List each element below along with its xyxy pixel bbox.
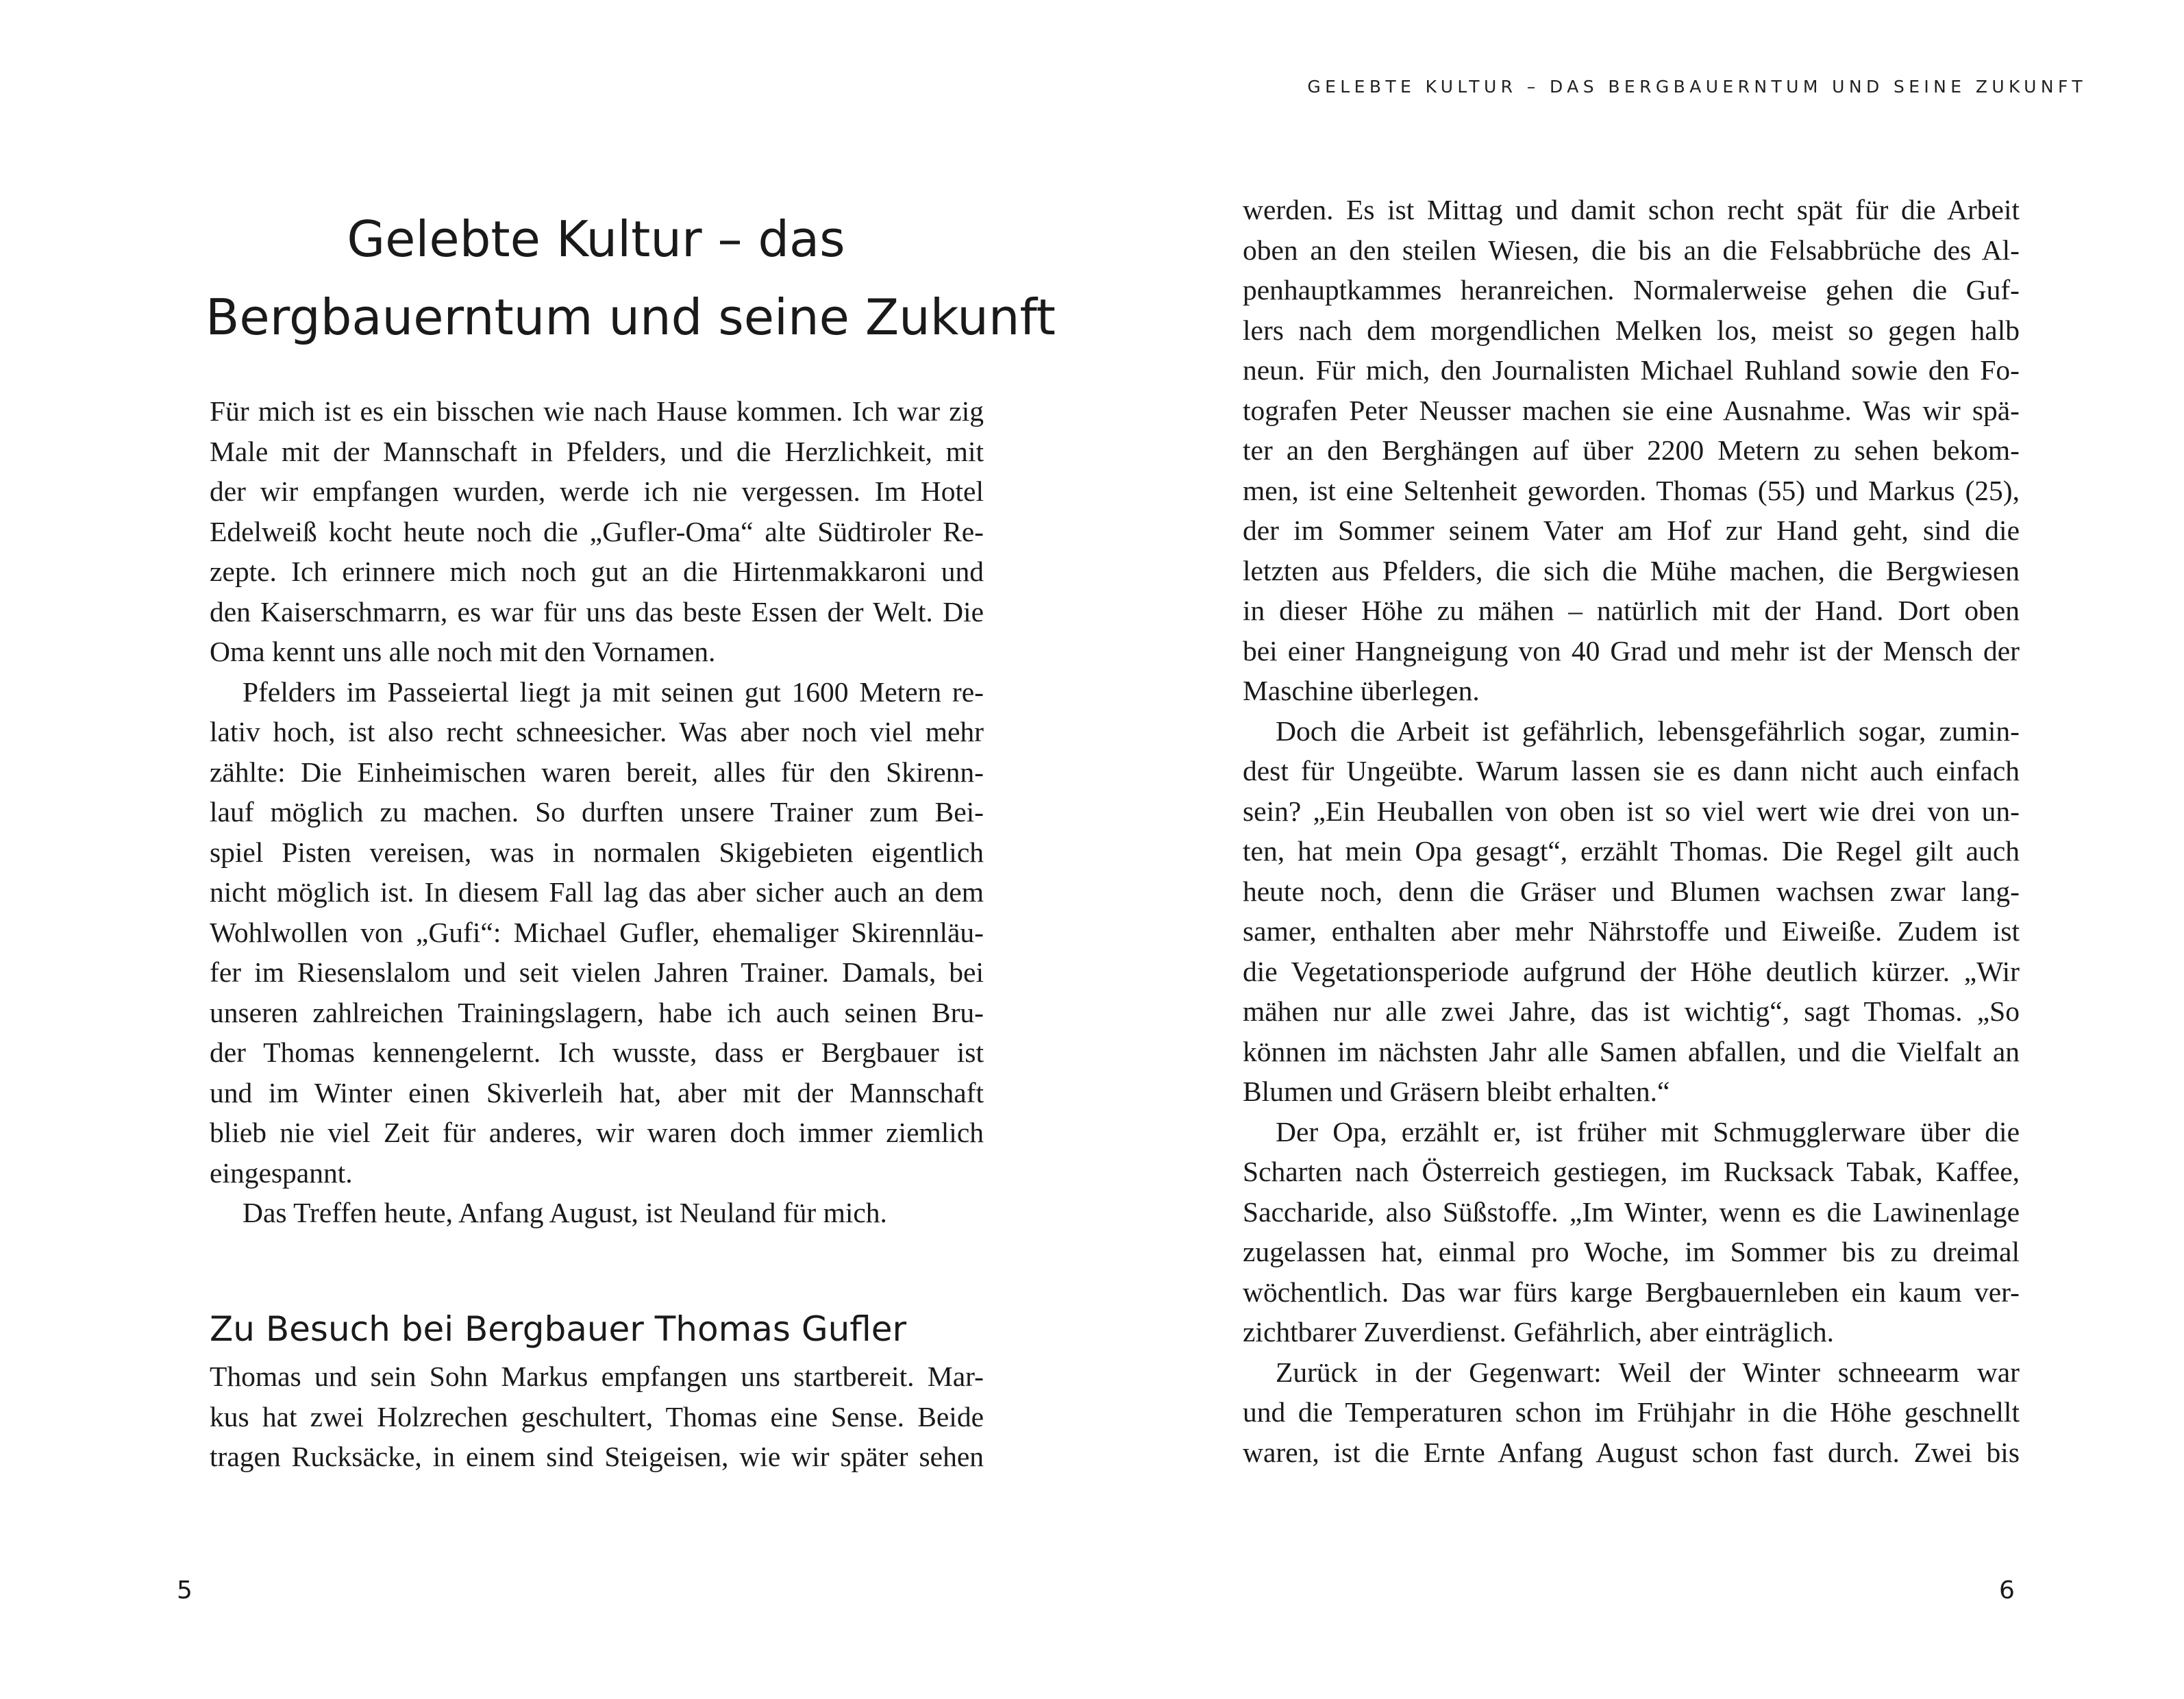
section-heading: Zu Besuch bei Bergbauer Thomas Gufler — [210, 1309, 907, 1349]
text-line: in dieser Höhe zu mähen – natürlich mit der Hand. Dort oben — [1243, 595, 2020, 626]
text-line: Der Opa, erzählt er, ist früher mit Schmugglerware über die — [1276, 1115, 2020, 1148]
text-line: zichtbarer Zuverdienst. Gefährlich, aber einträglich. — [1243, 1316, 1835, 1348]
chapter-title-line: Gelebte Kultur – das — [347, 210, 845, 268]
text-line: heute noch, denn die Gräser und Blumen wachsen zwar lang- — [1243, 875, 2020, 907]
text-line: penhauptkammes heranreichen. Normalerweise gehen die Guf- — [1243, 274, 2020, 306]
text-line: Das Treffen heute, Anfang August, ist Neuland für mich. — [243, 1197, 887, 1228]
text-line: Scharten nach Österreich gestiegen, im Rucksack Tabak, Kaffee, — [1243, 1156, 2020, 1187]
text-line: Pfelders im Passeiertal liegt ja mit seinen gut 1600 Metern re- — [243, 675, 984, 708]
text-line: Doch die Arbeit ist gefährlich, lebensgefährlich sogar, zumin- — [1276, 715, 2020, 747]
text-line: und im Winter einen Skiverleih hat, aber mit der Mannschaft — [210, 1076, 984, 1108]
text-line: zugelassen hat, einmal pro Woche, im Sommer bis zu dreimal — [1243, 1236, 2020, 1267]
text-line: nicht möglich ist. In diesem Fall lag das aber sicher auch an dem — [210, 876, 984, 908]
text-line: Für mich ist es ein bisschen wie nach Hause kommen. Ich war zig — [210, 395, 984, 427]
page-number: 5 — [177, 1576, 193, 1604]
running-head: GELEBTE KULTUR – DAS BERGBAUERNTUM UND SEINE ZUKUNFT — [1307, 77, 2087, 97]
text-line: Edelweiß kocht heute noch die „Gufler-Oma“ alte Südtiroler Re- — [210, 515, 984, 547]
text-line: der wir empfangen wurden, werde ich nie vergessen. Im Hotel — [210, 475, 984, 507]
text-line: spiel Pisten vereisen, was in normalen Skigebieten eigentlich — [210, 836, 984, 868]
text-line: den Kaiserschmarrn, es war für uns das beste Essen der Welt. Die — [210, 595, 984, 628]
text-line: Maschine überlegen. — [1243, 675, 1480, 706]
text-line: Zurück in der Gegenwart: Weil der Winter schneearm war — [1276, 1356, 2020, 1388]
text-line: die Vegetationsperiode aufgrund der Höhe deutlich kürzer. „Wir — [1243, 955, 2020, 987]
text-line: tragen Rucksäcke, in einem sind Steigeisen, wie wir später sehen — [210, 1441, 984, 1472]
text-line: der Thomas kennengelernt. Ich wusste, dass er Bergbauer ist — [210, 1037, 984, 1068]
section-text — [210, 1356, 984, 1477]
text-line: der im Sommer seinem Vater am Hof zur Hand geht, sind die — [1243, 514, 2020, 546]
text-line: können im nächsten Jahr alle Samen abfallen, und die Vielfalt an — [1243, 1035, 2020, 1067]
intro-text — [210, 391, 984, 1233]
text-line: Male mit der Mannschaft in Pfelders, und die Herzlichkeit, mit — [210, 435, 984, 467]
text-line: Saccharide, also Süßstoffe. „Im Winter, wenn es die Lawinenlage — [1243, 1195, 2020, 1228]
text-line: mähen nur alle zwei Jahre, das ist wichtig“, sagt Thomas. „So — [1243, 995, 2020, 1027]
text-line: Wohlwollen von „Gufi“: Michael Gufler, ehemaliger Skirennläu- — [210, 916, 984, 948]
text-line: oben an den steilen Wiesen, die bis an die Felsabbrüche des Al- — [1243, 234, 2020, 266]
text-line: kus hat zwei Holzrechen geschultert, Thomas eine Sense. Beide — [210, 1400, 984, 1433]
right-column-text — [1243, 190, 2020, 1472]
text-line: lativ hoch, ist also recht schneesicher. Was aber noch viel mehr — [210, 716, 984, 747]
text-line: lers nach dem morgendlichen Melken los, meist so gegen halb — [1243, 314, 2020, 346]
text-line: Thomas und sein Sohn Markus empfangen uns startbereit. Mar- — [210, 1361, 984, 1392]
text-line: unseren zahlreichen Trainingslagern, habe ich auch seinen Bru- — [210, 996, 984, 1028]
text-line: werden. Es ist Mittag und damit schon recht spät für die Arbeit — [1243, 194, 2020, 225]
text-line: lauf möglich zu machen. So durften unsere Trainer zum Bei- — [210, 796, 984, 828]
text-line: bei einer Hangneigung von 40 Grad und mehr ist der Mensch der — [1243, 634, 2020, 667]
text-line: blieb nie viel Zeit für anderes, wir waren doch immer ziemlich — [210, 1117, 984, 1148]
text-line: waren, ist die Ernte Anfang August schon fast durch. Zwei bis — [1243, 1436, 2020, 1468]
text-line: ten, hat mein Opa gesagt“, erzählt Thomas. Die Regel gilt auch — [1243, 835, 2020, 867]
text-line: neun. Für mich, den Journalisten Michael Ruhland sowie den Fo- — [1243, 354, 2020, 386]
text-line: eingespannt. — [210, 1156, 353, 1189]
text-line: sein? „Ein Heuballen von oben ist so viel wert wie drei von un- — [1243, 795, 2020, 827]
text-line: Blumen und Gräsern bleibt erhalten.“ — [1243, 1076, 1670, 1107]
page-number: 6 — [1999, 1576, 2015, 1604]
chapter-title-line: Bergbauerntum und seine Zukunft — [206, 288, 1056, 346]
text-line: samer, enthalten aber mehr Nährstoffe und Eiweiße. Zudem ist — [1243, 915, 2020, 947]
text-line: letzten aus Pfelders, die sich die Mühe machen, die Bergwiesen — [1243, 554, 2020, 586]
text-line: zepte. Ich erinnere mich noch gut an die Hirtenmakkaroni und — [210, 556, 984, 587]
text-line: wöchentlich. Das war fürs karge Bergbauernleben ein kaum ver- — [1243, 1276, 2020, 1308]
text-line: Oma kennt uns alle noch mit den Vornamen. — [210, 636, 716, 667]
text-line: dest für Ungeübte. Warum lassen sie es dann nicht auch einfach — [1243, 755, 2020, 786]
text-line: zählte: Die Einheimischen waren bereit, alles für den Skirenn- — [210, 756, 984, 788]
text-line: men, ist eine Seltenheit geworden. Thomas (55) und Markus (25), — [1243, 474, 2020, 506]
chapter-title — [206, 200, 1056, 356]
text-line: fer im Riesenslalom und seit vielen Jahren Trainer. Damals, bei — [210, 956, 984, 988]
text-line: ter an den Berghängen auf über 2200 Metern zu sehen bekom- — [1243, 434, 2020, 466]
text-line: tografen Peter Neusser machen sie eine Ausnahme. Was wir spä- — [1243, 394, 2020, 426]
text-line: und die Temperaturen schon im Frühjahr in die Höhe geschnellt — [1243, 1396, 2020, 1428]
